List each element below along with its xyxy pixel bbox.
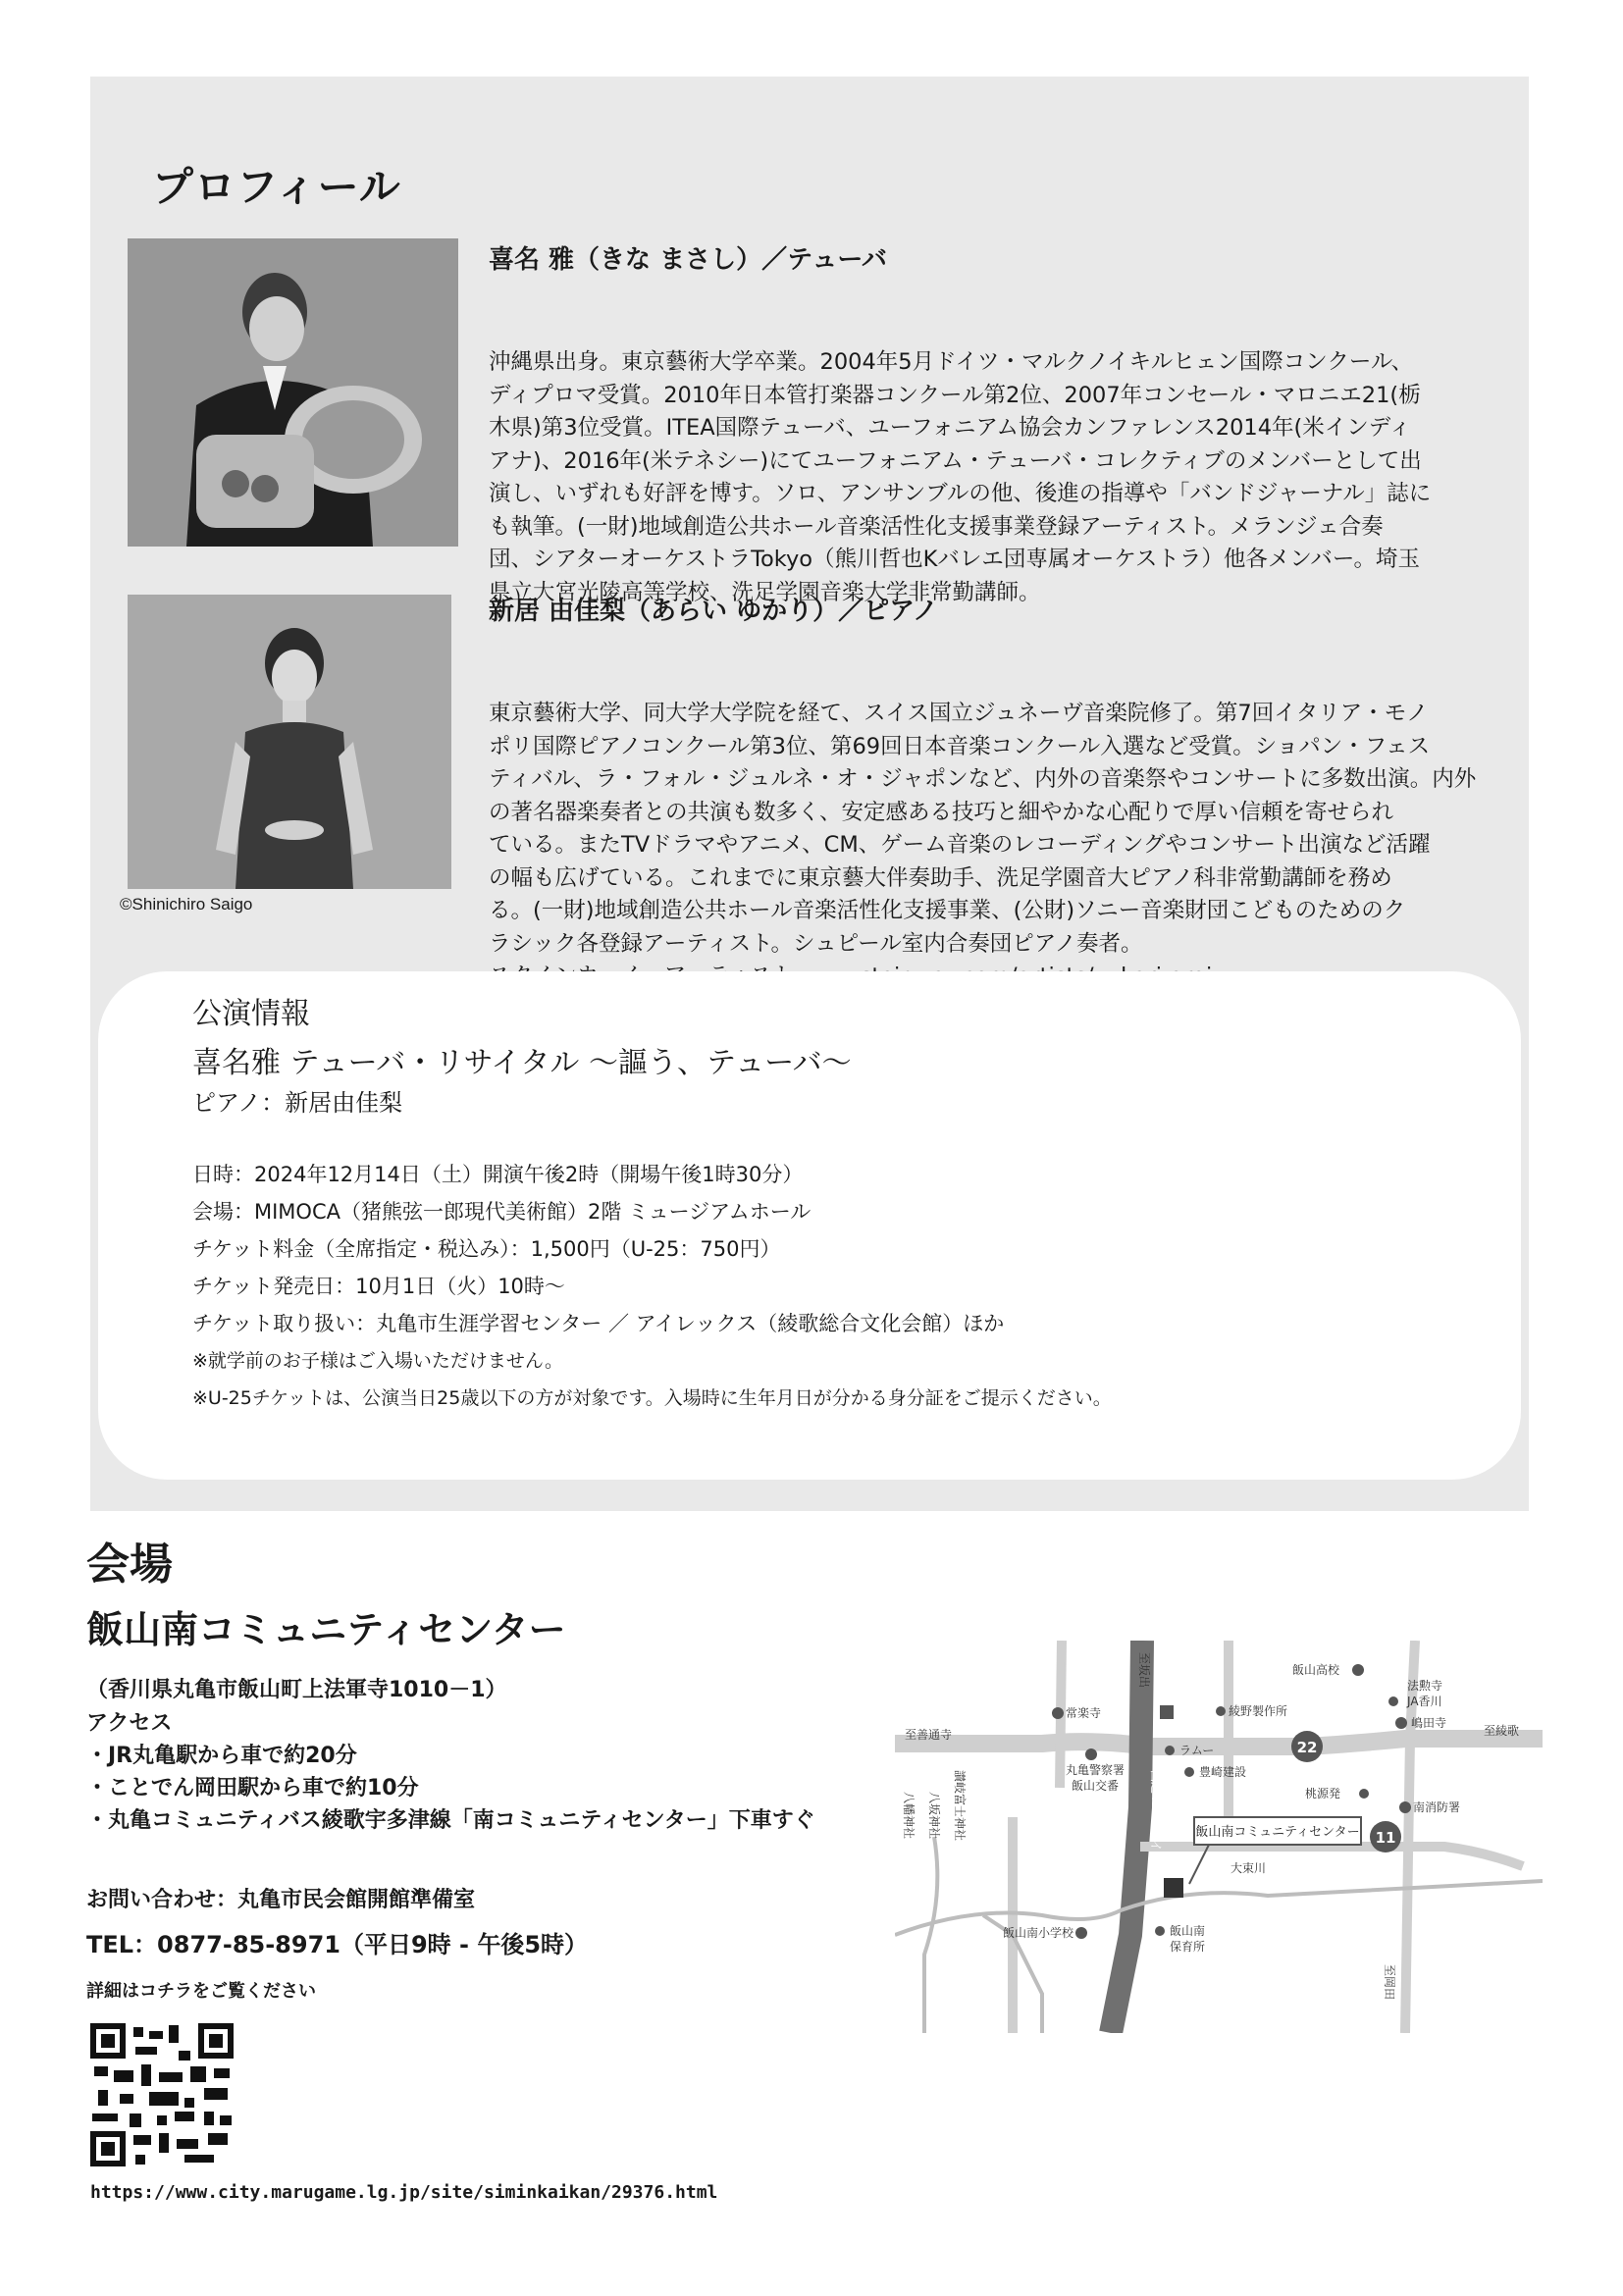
map-label: 飯山高校: [1292, 1663, 1340, 1677]
map-label: 八幡神社: [902, 1792, 916, 1840]
artist-name-arai: 新居 由佳梨（あらい ゆかり）／ピアノ: [489, 597, 939, 626]
venue-heading: 会場: [86, 1539, 173, 1590]
map-label: 丸亀警察署: [1066, 1763, 1126, 1777]
venue-marker: [1164, 1878, 1183, 1898]
concert-details: [192, 1156, 1112, 1417]
access-item: ・JR丸亀駅から車で約20分: [86, 1744, 357, 1768]
access-map: [895, 1641, 1543, 2033]
concert-date: 日時：2024年12月14日（土）開演午後2時（開場午後1時30分）: [192, 1163, 804, 1186]
details-note: 詳細はコチラをご覧ください: [86, 1981, 316, 2002]
map-label: 飯山交番: [1072, 1779, 1120, 1793]
map-venue-label: 飯山南コミュニティセンター: [1195, 1825, 1360, 1840]
venue-address: （香川県丸亀市飯山町上法軍寺1010－1）: [86, 1678, 507, 1702]
notice-preschool: ※就学前のお子様はご入場いただけません。: [192, 1350, 564, 1372]
concert-pianist: ピアノ：新居由佳梨: [192, 1089, 403, 1117]
concert-title: 喜名雅 テューバ・リサイタル ～謳う、テューバ～: [192, 1046, 852, 1080]
pianist-photo: [128, 595, 451, 889]
info-url[interactable]: https://www.city.marugame.lg.jp/site/siminkaikan/29376.html: [90, 2182, 718, 2203]
concert-place: 会場：MIMOCA（猪熊弦一郎現代美術館）2階 ミュージアムホール: [192, 1200, 812, 1224]
bio-line: も執筆。(一財)地域創造公共ホール音楽活性化支援事業登録アーティスト。メランジェ合奏: [489, 513, 1384, 540]
map-label: JA香川: [1407, 1695, 1442, 1708]
notice-u25: ※U-25チケットは、公演当日25歳以下の方が対象です。入場時に生年月日が分かる身分証をご提示ください。: [192, 1387, 1112, 1409]
bio-line: の幅も広げている。これまでに東京藝大伴奏助手、洗足学園音大ピアノ科非常勤講師を務め: [489, 864, 1392, 891]
bio-line: ている。またTVドラマやアニメ、CM、ゲーム音楽のレコーディングやコンサート出演など活躍: [489, 832, 1431, 858]
access-item: ・ことでん岡田駅から車で約10分: [86, 1776, 419, 1800]
bio-line: の著名器楽奏者との共演も数多く、安定感ある技巧と細やかな心配りで厚い信頼を寄せられ: [489, 799, 1394, 825]
map-label: 飯山南: [1170, 1924, 1206, 1938]
route22-badge: 22: [1296, 1739, 1318, 1756]
map-label: 至坂出: [1137, 1652, 1151, 1689]
bio-line: ポリ国際ピアノコンクール第3位、第69回日本音楽コンクール入選など受賞。ショパン・フェス: [489, 733, 1431, 759]
map-label: 嶋田寺: [1411, 1716, 1447, 1730]
ticket-price: チケット料金（全席指定・税込み）：1,500円（U-25：750円）: [192, 1237, 781, 1261]
bio-line: 東京藝術大学、同大学大学院を経て、スイス国立ジュネーヴ音楽院修了。第7回イタリア・モノ: [489, 701, 1429, 726]
bio-line: ラシック各登録アーティスト。シュピール室内合奏団ピアノ奏者。: [489, 930, 1143, 957]
bio-line: ティバル、ラ・フォル・ジュルネ・オ・ジャポンなど、内外の音楽祭やコンサートに多数出演。内外: [489, 766, 1477, 792]
bio-line: 演し、いずれも好評を博す。ソロ、アンサンブルの他、後進の指導や「バンドジャーナル」誌に: [489, 481, 1432, 506]
ticket-outlets: チケット取り扱い：丸亀市生涯学習センター ／ アイレックス（綾歌総合文化会館）ほか: [192, 1312, 1005, 1335]
qr-code[interactable]: [90, 2023, 234, 2166]
artist-name-kina: 喜名 雅（きな まさし）／テューバ: [489, 245, 888, 275]
map-label: 桃源発: [1305, 1787, 1341, 1800]
map-label: 至善通寺: [905, 1728, 953, 1742]
map-label: 大束川: [1230, 1861, 1267, 1875]
map-label: 豊崎建設: [1199, 1765, 1247, 1779]
concert-heading: 公演情報: [192, 997, 310, 1031]
bio-line: 県立大宮光陵高等学校、洗足学園音楽大学非常勤講師。: [489, 579, 1041, 605]
map-label: 飯山南小学校: [1003, 1926, 1074, 1940]
route11-badge: 11: [1375, 1829, 1396, 1847]
bio-line: ディプロマ受賞。2010年日本管打楽器コンクール第2位、2007年コンセール・マロニエ21(栃: [489, 382, 1421, 408]
map-label: 常楽寺: [1066, 1706, 1102, 1720]
map-label: 綾野製作所: [1229, 1704, 1288, 1718]
access-list: [86, 1740, 815, 1837]
bio-line: る。(一財)地域創造公共ホール音楽活性化支援事業、(公財)ソニー音楽財団こどものためのク: [489, 898, 1406, 923]
access-heading: アクセス: [86, 1711, 173, 1736]
map-label: 南消防署: [1413, 1800, 1461, 1814]
tuba-player-photo: [128, 238, 458, 547]
map-label: 至綾歌: [1484, 1724, 1520, 1738]
bio-line: 団、シアターオーケストラTokyo（熊川哲也Kバレエ団専属オーケストラ）他各メンバー。埼玉: [489, 547, 1420, 572]
tel-number: TEL：0877-85-8971（平日9時 - 午後5時）: [86, 1931, 589, 1958]
bio-line: 木県)第3位受賞。ITEA国際テューバ、ユーフォニアム協会カンファレンス2014年(米インディ: [489, 415, 1412, 441]
map-label: 法勲寺: [1407, 1679, 1443, 1693]
map-label: 八坂神社: [927, 1792, 941, 1840]
bio-line: アナ)、2016年(米テネシー)にてユーフォニアム・テューバ・コレクティブのメンバーとして出: [489, 447, 1422, 474]
map-label: 至岡田: [1383, 1964, 1396, 2001]
ticket-release: チケット発売日：10月1日（火）10時～: [192, 1275, 565, 1298]
map-label: 保育所: [1170, 1940, 1206, 1954]
map-label: 讃岐富士神社: [953, 1770, 967, 1842]
inquiry-label: お問い合わせ：丸亀市民会館開館準備室: [86, 1888, 476, 1912]
venue-name: 飯山南コミュニティセンター: [86, 1608, 566, 1651]
access-item: ・丸亀コミュニティバス綾歌宇多津線「南コミュニティセンター」下車すぐ: [86, 1808, 815, 1833]
map-label: ラムー: [1179, 1744, 1215, 1757]
profile-heading: プロフィール: [152, 163, 401, 211]
photo-credit: ©Shinichiro Saigo: [120, 895, 253, 913]
map-label: 国道438号バイパス: [1149, 1770, 1163, 1875]
bio-line: 沖縄県出身。東京藝術大学卒業。2004年5月ドイツ・マルクノイキルヒェン国際コンクール、: [489, 349, 1414, 375]
